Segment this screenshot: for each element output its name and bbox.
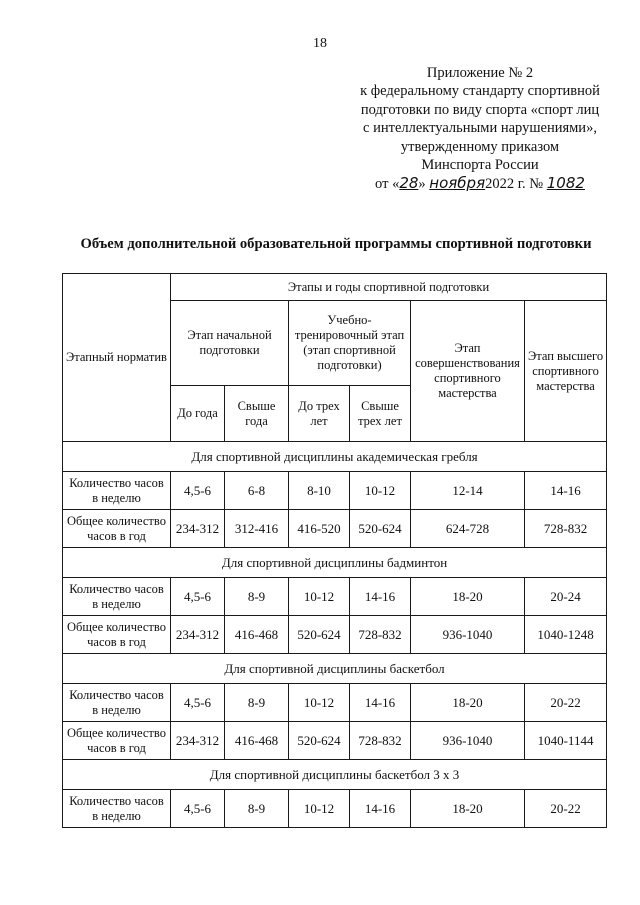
- appendix-line: с интеллектуальными нарушениями»,: [363, 120, 597, 137]
- row-label: Количество часов в неделю: [63, 790, 171, 828]
- table-row: [63, 472, 607, 510]
- order-number: 1082: [546, 174, 585, 193]
- table-cell: 8-9: [225, 684, 289, 722]
- header-stage-training: Учебно-тренировочный этап (этап спортивной подготовки): [289, 301, 411, 386]
- table-cell: 8-9: [225, 790, 289, 828]
- table-cell: 12-14: [411, 472, 525, 510]
- table-cell: 4,5-6: [171, 472, 225, 510]
- table-cell: 10-12: [350, 472, 411, 510]
- discipline-row: [63, 442, 607, 472]
- document-title: Объем дополнительной образовательной программы спортивной подготовки: [80, 236, 592, 252]
- table-cell: 20-22: [525, 790, 607, 828]
- appendix-line: Приложение № 2: [426, 65, 534, 81]
- table-cell: 4,5-6: [171, 578, 225, 616]
- table-cell: 14-16: [350, 578, 411, 616]
- table-cell: 936-1040: [411, 616, 525, 654]
- header-stage-higher: Этап высшего спортивного мастерства: [525, 301, 607, 442]
- appendix-line: утвержденному приказом: [400, 138, 560, 155]
- table-cell: 10-12: [289, 790, 350, 828]
- table-cell: 416-520: [289, 510, 350, 548]
- table-cell: 520-624: [350, 510, 411, 548]
- table-cell: 14-16: [350, 684, 411, 722]
- header-sub-over-year: Свыше года: [225, 386, 289, 442]
- row-label: Количество часов в неделю: [63, 472, 171, 510]
- table-cell: 728-832: [525, 510, 607, 548]
- table-cell: 416-468: [225, 722, 289, 760]
- header-sub-up-to-year: До года: [171, 386, 225, 442]
- table-cell: 520-624: [289, 616, 350, 654]
- table-cell: 10-12: [289, 578, 350, 616]
- discipline-title: Для спортивной дисциплины баскетбол 3 х 3: [63, 760, 607, 790]
- appendix-block: [330, 64, 630, 194]
- discipline-row: [63, 548, 607, 578]
- table-cell: 1040-1248: [525, 616, 607, 654]
- table-row: [63, 722, 607, 760]
- row-label: Общее количество часов в год: [63, 616, 171, 654]
- order-prefix: от «: [375, 176, 400, 193]
- table-cell: 520-624: [289, 722, 350, 760]
- table-row: [63, 616, 607, 654]
- header-norm: Этапный норматив: [63, 274, 171, 442]
- table-cell: 4,5-6: [171, 684, 225, 722]
- table-cell: 14-16: [350, 790, 411, 828]
- table-cell: 18-20: [411, 684, 525, 722]
- table-row: [63, 790, 607, 828]
- table-cell: 18-20: [411, 578, 525, 616]
- header-stages-group: Этапы и годы спортивной подготовки: [171, 274, 607, 301]
- page-number: 18: [313, 36, 327, 51]
- order-year: 2022 г. №: [485, 176, 544, 193]
- order-day: 28: [399, 174, 419, 193]
- table-header: [63, 274, 607, 442]
- discipline-title: Для спортивной дисциплины бадминтон: [63, 548, 607, 578]
- table-cell: 234-312: [171, 510, 225, 548]
- discipline-row: [63, 760, 607, 790]
- row-label: Общее количество часов в год: [63, 722, 171, 760]
- order-month: ноября: [429, 174, 486, 193]
- table-cell: 6-8: [225, 472, 289, 510]
- table-body: [63, 442, 607, 828]
- row-label: Общее количество часов в год: [63, 510, 171, 548]
- appendix-line: Минспорта России: [421, 157, 539, 174]
- discipline-row: [63, 654, 607, 684]
- row-label: Количество часов в неделю: [63, 578, 171, 616]
- table-row: [63, 578, 607, 616]
- table-row: [63, 684, 607, 722]
- header-sub-up-to-three: До трех лет: [289, 386, 350, 442]
- order-line: [330, 174, 630, 193]
- discipline-title: Для спортивной дисциплины академическая гребля: [63, 442, 607, 472]
- table-cell: 624-728: [411, 510, 525, 548]
- table-cell: 8-10: [289, 472, 350, 510]
- table-cell: 728-832: [350, 722, 411, 760]
- program-volume-table: [62, 273, 607, 828]
- table-row: [63, 510, 607, 548]
- table-cell: 1040-1144: [525, 722, 607, 760]
- table-cell: 14-16: [525, 472, 607, 510]
- order-mid: »: [418, 176, 426, 193]
- row-label: Количество часов в неделю: [63, 684, 171, 722]
- table-cell: 4,5-6: [171, 790, 225, 828]
- table-cell: 234-312: [171, 616, 225, 654]
- table-cell: 18-20: [411, 790, 525, 828]
- table-cell: 936-1040: [411, 722, 525, 760]
- table-cell: 416-468: [225, 616, 289, 654]
- table-cell: 10-12: [289, 684, 350, 722]
- appendix-line: подготовки по виду спорта «спорт лиц: [360, 101, 600, 118]
- table-cell: 728-832: [350, 616, 411, 654]
- header-stage-initial: Этап начальной подготовки: [171, 301, 289, 386]
- appendix-line: к федеральному стандарту спортивной: [360, 83, 600, 100]
- table-cell: 312-416: [225, 510, 289, 548]
- discipline-title: Для спортивной дисциплины баскетбол: [63, 654, 607, 684]
- header-stage-improvement: Этап совершенствования спортивного мастерства: [411, 301, 525, 442]
- table-cell: 20-24: [525, 578, 607, 616]
- header-sub-over-three: Свыше трех лет: [350, 386, 411, 442]
- table-cell: 20-22: [525, 684, 607, 722]
- table-cell: 8-9: [225, 578, 289, 616]
- table-cell: 234-312: [171, 722, 225, 760]
